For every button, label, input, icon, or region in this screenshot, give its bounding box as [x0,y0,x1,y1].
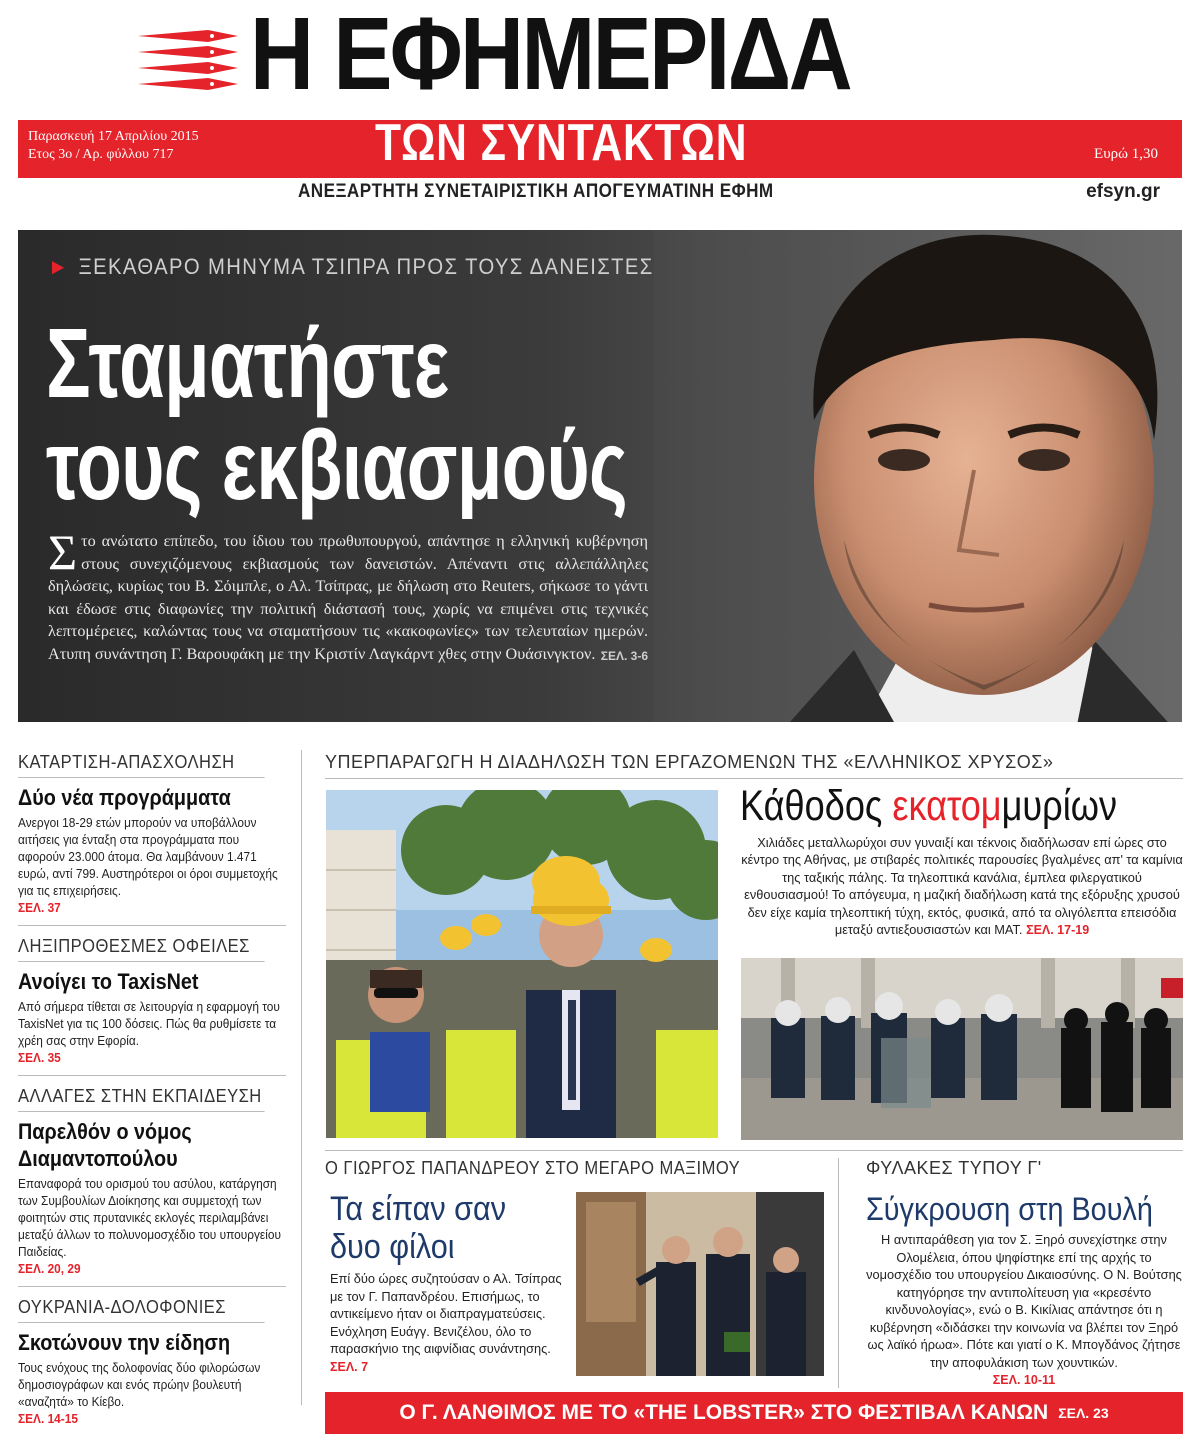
miners-headline[interactable] [740,782,1117,830]
riot-police-photo [741,958,1183,1140]
miners-page-ref[interactable]: ΣΕΛ. 17-19 [1026,923,1090,938]
briefs-column [18,752,286,1446]
brief-item[interactable] [18,1086,286,1287]
brief-title[interactable]: Παρελθόν ο νόμος Διαμαντοπούλου [18,1119,192,1171]
lead-kicker [48,254,654,280]
papandreou-headline-line-1: Τα είπαν σαν [330,1190,507,1228]
brief-page-ref[interactable]: ΣΕΛ. 14-15 [18,1412,78,1426]
brief-page-ref[interactable]: ΣΕΛ. 35 [18,1051,61,1065]
brief-body-text: Επαναφορά του ορισμού του ασύλου, κατάργηση των Συμβουλίων Διοίκησης και συμμετοχή των φοιτητών στις πρυτανικές εκλογές περιλαμβάνει μεταξύ άλλων το πολυνομοσχέδιο του υπουργείου Παιδείας. [18,1177,281,1259]
masthead [0,0,1200,215]
lead-headline-line-1: Σταματήστε [46,308,449,418]
price: Ευρώ 1,30 [1094,146,1158,162]
lanthimos-promo-bar[interactable] [325,1392,1183,1434]
brief-body-text: Ανεργοι 18-29 ετών μπορούν να υποβάλλουν αιτήσεις για ένταξη στα προγράμματα που αφορούν 23.000 άτομα. Θα λαμβάνουν 1.471 ευρώ, αντί 799. Αυστηρότεροι οι όροι συμμετοχής για τις επιχειρήσεις. [18,816,278,898]
brief-item[interactable] [18,752,286,926]
guards-kicker: ΦΥΛΑΚΕΣ ΤΥΠΟΥ Γ' [866,1158,1042,1178]
issue-date: Παρασκευή 17 Απριλίου 2015 [28,129,199,144]
triangle-bullet-icon: ► [48,254,70,279]
guards-body [864,1231,1184,1390]
brief-kicker: ΛΗΞΙΠΡΟΘΕΣΜΕΣ ΟΦΕΙΛΕΣ [18,936,265,962]
brief-item[interactable] [18,1297,286,1436]
newspaper-title: Η ΕΦΗΜΕΡΙΔΑ [250,0,851,111]
lead-body [48,524,648,668]
brief-body [18,815,284,917]
papandreou-body-text: Επί δύο ώρες συζητούσαν ο Αλ. Τσίπρας με τον Γ. Παπανδρέου. Επισήμως, το αντικείμενο ήταν οι διαπραγματεύσεις. Ενόχληση Ευάγγ. Βενιζέλου, όλο το παρασκήνιο της αιφνίδιας συνάντησης. [330,1271,562,1356]
brief-body [18,999,284,1067]
brief-kicker: ΟΥΚΡΑΝΙΑ-ΔΟΛΟΦΟΝΙΕΣ [18,1297,265,1323]
guards-body-text: Η αντιπαράθεση για τον Σ. Ξηρό συνεχίστηκε στην Ολομέλεια, όπου ψηφίστηκε επί της αρχής το νομοσχέδιο του υπουργείου Δικαιοσύνης. Ο Ν. Βούτσης κατηγόρησε την αντιπολίτευση για «κρεσέντο κινδυνολογίας», ενώ ο Β. Κικίλιας απάντησε ότι η κυβέρνηση «διδάσκει την κοινωνία να βλέπει τον Ξηρό ως λαϊκό ήρωα». Πότε και γιατί ο Κ. Μπογδάνος ζήτησε την αποφυλάκιση των χουντικών. [866,1232,1182,1370]
brief-kicker: ΚΑΤΑΡΤΙΣΗ-ΑΠΑΣΧΟΛΗΣΗ [18,752,265,778]
newspaper-subtitle: ΤΩΝ ΣΥΝΤΑΚΤΩΝ [375,114,748,172]
website-link[interactable]: efsyn.gr [1086,181,1160,202]
lead-headline-line-2: τους εκβιασμούς [46,410,627,520]
guards-headline[interactable]: Σύγκρουση στη Βουλή [866,1191,1153,1227]
papandreou-headline[interactable] [330,1190,506,1266]
miners-headline-part-3: μυρίων [1001,782,1118,830]
promo-text: Ο Γ. ΛΑΝΘΙΜΟΣ ΜΕ ΤΟ «THE LOBSTER» ΣΤΟ ΦΕΣΤΙΒΑΛ ΚΑΝΩΝ [399,1401,1049,1424]
portrait-photo [654,230,1182,722]
brief-body-text: Από σήμερα τίθεται σε λειτουργία η εφαρμογή του TaxisNet για τις 100 δόσεις. Πώς θα ρυθμίσετε τα χρέη σας στην Εφορία. [18,1000,280,1048]
brief-body-text: Τους ενόχους της δολοφονίας δύο φιλορώσων δημοσιογράφων και ενός πρώην βουλευτή «αναζητά» το Κίεβο. [18,1361,261,1409]
brief-title[interactable]: Ανοίγει το TaxisNet [18,969,199,994]
miners-march-photo [326,790,718,1138]
lead-page-ref[interactable]: ΣΕΛ. 3-6 [600,649,648,663]
lead-kicker-text: ΞΕΚΑΘΑΡΟ ΜΗΝΥΜΑ ΤΣΙΠΡΑ ΠΡΟΣ ΤΟΥΣ ΔΑΝΕΙΣΤΕΣ [78,254,654,279]
brief-item[interactable] [18,936,286,1076]
tagline: ΑΝΕΞΑΡΤΗΤΗ ΣΥΝΕΤΑΙΡΙΣΤΙΚΗ ΑΠΟΓΕΥΜΑΤΙΝΗ ΕΦΗΜ [298,181,774,202]
lead-story[interactable] [18,230,1182,722]
section-divider [325,1150,1183,1151]
guards-page-ref[interactable]: ΣΕΛ. 10-11 [992,1373,1056,1387]
brief-body [18,1360,284,1428]
papandreou-headline-line-2: δυο φίλοι [330,1228,455,1266]
papandreou-kicker: Ο ΓΙΩΡΓΟΣ ΠΑΠΑΝΔΡΕΟΥ ΣΤΟ ΜΕΓΑΡΟ ΜΑΞΙΜΟΥ [325,1158,741,1178]
miners-kicker: ΥΠΕΡΠΑΡΑΓΩΓΗ Η ΔΙΑΔΗΛΩΣΗ ΤΩΝ ΕΡΓΑΖΟΜΕΝΩΝ ΤΗΣ «ΕΛΛΗΝΙΚΟΣ ΧΡΥΣΟΣ» [325,752,1183,779]
brief-kicker: ΑΛΛΑΓΕΣ ΣΤΗΝ ΕΚΠΑΙΔΕΥΣΗ [18,1086,265,1112]
column-divider [301,750,302,1405]
brief-title[interactable]: Δύο νέα προγράμματα [18,785,231,810]
miners-body [741,834,1183,939]
dropcap: Σ [48,524,78,580]
lead-body-text: το ανώτατο επίπεδο, του ίδιου του πρωθυπουργού, απάντησε η ελληνική κυβέρνηση στους συνεχιζόμενους εκβιασμούς των δανειστών. Απέναντι στις αλλεπάλληλες δηλώσεις, κυρίως του Β. Σόιμπλε, ο Αλ. Τσίπρας, με δήλωση στο Reuters, σήκωσε το γάντι και έδωσε στις διαφωνίες την πολιτική διάστασή τους, χωρίς να επιμένει στις τεχνικές λεπτομέρειες, καλώντας τους να σταματήσουν τις «κακοφωνίες» των τελευταίων ημερών. Ατυπη συνάντηση Γ. Βαρουφάκη με την Κριστίν Λαγκάρντ χθες στην Ουάσινγκτον. [48,532,648,663]
column-divider [838,1158,839,1388]
brief-page-ref[interactable]: ΣΕΛ. 37 [18,901,61,915]
miners-headline-part-2: εκατομ [892,782,1002,830]
brief-page-ref[interactable]: ΣΕΛ. 20, 29 [18,1262,81,1276]
brief-title[interactable]: Σκοτώνουν την είδηση [18,1330,231,1355]
papandreou-page-ref[interactable]: ΣΕΛ. 7 [330,1359,369,1374]
brief-body [18,1176,284,1278]
papandreou-meeting-photo [576,1192,824,1376]
issue-number: Ετος 3ο / Αρ. φύλλου 717 [28,147,174,162]
date-issue-block [28,128,199,164]
miners-headline-part-1: Κάθοδος [740,782,893,830]
papandreou-body [330,1270,562,1376]
miners-body-text: Χιλιάδες μεταλλωρύχοι συν γυναιξί και τέκνοις διαδήλωσαν επί ώρες στο κέντρο της Αθήνας, με στιβαρές πολιτικές παρουσίες βγαλμένες απ' τα καμίνια της ταξικής πάλης. Τα τηλεοπτικά κανάλια, έμπλεα φιλεργατικού ενθουσιασμού! Το απόγευμα, η μαζική διαδήλωση κατά της εξόρυξης χρυσού δεν είχε καμία τηλεοπτική τύχη, εκτός, φυσικά, από τα ολιγόλεπτα επεισόδια μεταξύ αντιεξουσιαστών και ΜΑΤ. [741,835,1183,938]
lead-headline[interactable] [46,308,627,520]
pen-nibs-logo-icon [138,26,238,96]
promo-page-ref: ΣΕΛ. 23 [1058,1405,1109,1421]
